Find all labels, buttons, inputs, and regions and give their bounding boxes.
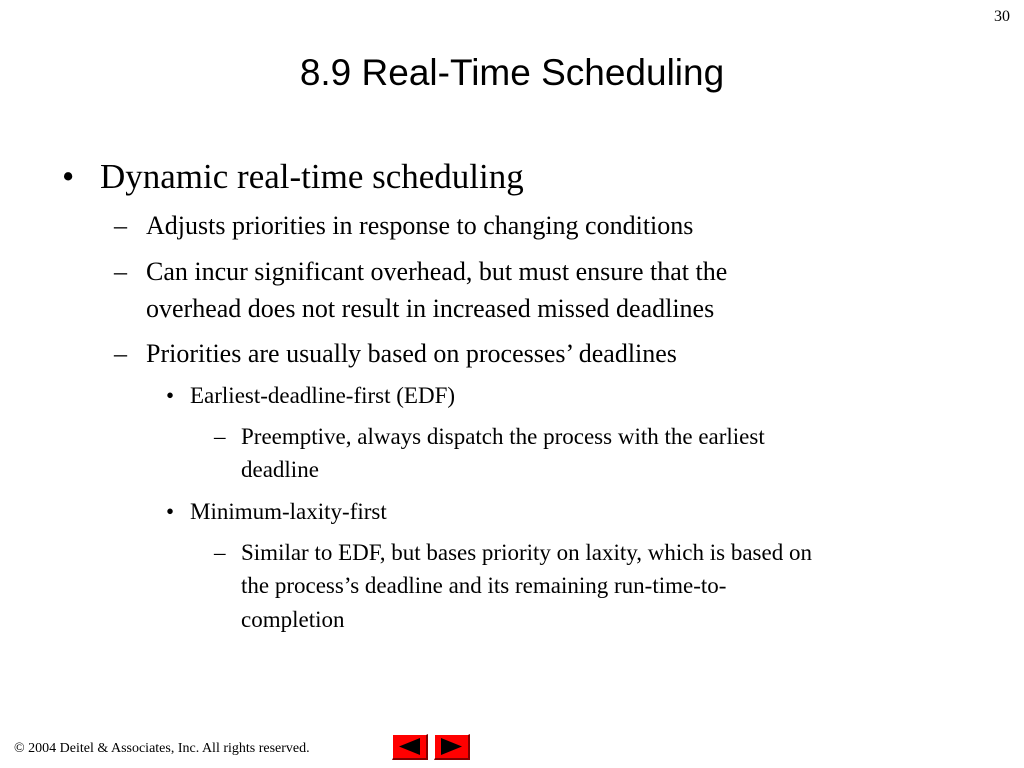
dash-marker: –	[214, 540, 226, 565]
dash-marker: –	[114, 257, 127, 286]
dash-marker: –	[214, 424, 226, 449]
bullet-dynamic-scheduling: Dynamic real-time scheduling	[100, 157, 524, 196]
bullet-marker: •	[62, 157, 75, 196]
copyright-footer	[14, 741, 310, 757]
slide-number: 30	[994, 8, 1010, 25]
bullet-priorities-deadlines: Priorities are usually based on processes’ deadlines	[146, 339, 677, 368]
bullet-marker: •	[166, 499, 175, 524]
dash-marker: –	[114, 211, 127, 240]
previous-slide-button[interactable]	[392, 734, 428, 760]
slide-title: 8.9 Real-Time Scheduling	[299, 52, 725, 93]
bullet-minimum-laxity: Minimum-laxity-first	[190, 499, 387, 524]
bullet-marker: •	[166, 383, 175, 408]
bullet-overhead-line-2: overhead does not result in increased missed deadlines	[146, 294, 715, 323]
bullet-laxity-line-1: Similar to EDF, but bases priority on laxity, which is based on	[241, 540, 812, 565]
triangle-left-icon	[393, 735, 426, 758]
copyright-text: 2004 Deitel & Associates, Inc. All rights reserved.	[24, 741, 310, 756]
bullet-edf: Earliest-deadline-first (EDF)	[190, 383, 456, 408]
dash-marker: –	[114, 339, 127, 368]
bullet-preemptive-line-1: Preemptive, always dispatch the process with the earliest	[241, 424, 765, 449]
bullet-preemptive-line-2: deadline	[241, 457, 319, 482]
copyright-symbol: ©	[14, 741, 25, 756]
bullet-laxity-line-2: the process’s deadline and its remaining run-time-to-	[241, 573, 727, 598]
bullet-overhead-line-1: Can incur significant overhead, but must ensure that the	[146, 257, 728, 286]
next-slide-button[interactable]	[434, 734, 470, 760]
triangle-right-icon	[435, 735, 468, 758]
bullet-laxity-line-3: completion	[241, 607, 345, 632]
bullet-adjusts-priorities: Adjusts priorities in response to changing conditions	[146, 211, 694, 240]
